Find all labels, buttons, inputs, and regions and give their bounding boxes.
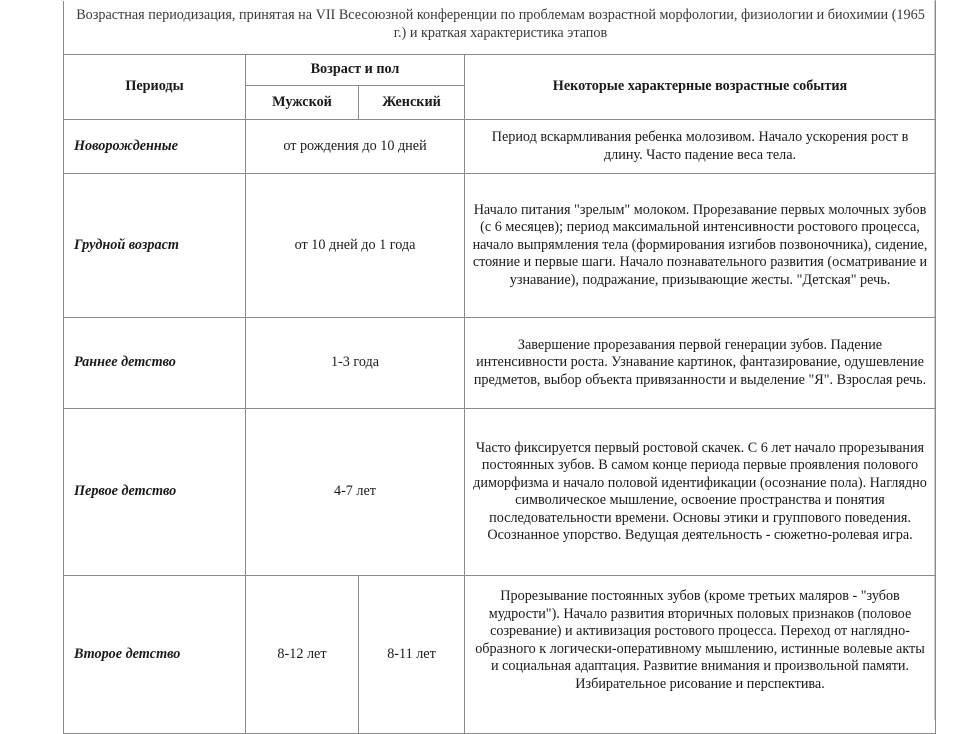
age-periodization-table bbox=[63, 0, 936, 734]
events-cell: Завершение прорезавания первой генерации зубов. Падение интенсивности роста. Узнавание картинок, фантазирование, одушевление предметов, выбор объекта привязанности и выделение "Я". Взрослая речь. bbox=[465, 318, 936, 409]
period-cell: Грудной возраст bbox=[64, 174, 246, 318]
events-cell: Начало питания "зрелым" молоком. Прорезавание первых молочных зубов (с 6 месяцев); период максимальной интенсивности ростового процесса, начало выпрямления тела (формирования изгибов позвоночника), сидение, стояние и первые шаги. Начало познавательного развития (осматривание и узнавание), подражание, призывающие жесты. "Детская" речь. bbox=[465, 174, 936, 318]
events-cell: Период вскармливания ребенка молозивом. Начало ускорения рост в длину. Часто падение веса тела. bbox=[465, 120, 936, 174]
header-male: Мужской bbox=[246, 86, 359, 120]
age-male-cell: 8-12 лет bbox=[246, 576, 359, 734]
events-cell: Прорезывание постоянных зубов (кроме третьих маляров - "зубов мудрости"). Начало развития вторичных половых признаков (половое созревание) и активизация ростового процесса. Переход от наглядно-образного к логически-оперативному мышлению, истинные волевые акты и социальная адаптация. Развитие внимания и произвольной памяти. Избирательное рисование и перспектива. bbox=[465, 576, 936, 734]
table-title: Возрастная периодизация, принятая на VII Всесоюзной конференции по проблемам возрастной морфологии, физиологии и биохимии (1965 г.) и краткая характеристика этапов bbox=[64, 1, 936, 55]
header-female: Женский bbox=[359, 86, 465, 120]
period-cell: Раннее детство bbox=[64, 318, 246, 409]
age-cell: от 10 дней до 1 года bbox=[246, 174, 465, 318]
period-cell: Первое детство bbox=[64, 409, 246, 576]
table-row bbox=[64, 576, 936, 734]
table-row bbox=[64, 120, 936, 174]
header-periods: Периоды bbox=[64, 55, 246, 120]
header-row-1 bbox=[64, 55, 936, 86]
age-cell: от рождения до 10 дней bbox=[246, 120, 465, 174]
table-row bbox=[64, 174, 936, 318]
header-events: Некоторые характерные возрастные события bbox=[465, 55, 936, 120]
age-female-cell: 8-11 лет bbox=[359, 576, 465, 734]
period-cell: Второе детство bbox=[64, 576, 246, 734]
table-row bbox=[64, 318, 936, 409]
header-age-sex: Возраст и пол bbox=[246, 55, 465, 86]
age-periodization-table-sheet bbox=[63, 0, 935, 696]
events-cell: Часто фиксируется первый ростовой скачек. С 6 лет начало прорезывания постоянных зубов. В самом конце периода первые проявления полового диморфизма и начало половой идентификации (осознание пола). Наглядно символическое мышление, освоение пространства и понятия последовательности времени. Основы этики и группового поведения. Осознанное упорство. Ведущая деятельность - сюжетно-ролевая игра. bbox=[465, 409, 936, 576]
period-cell: Новорожденные bbox=[64, 120, 246, 174]
table-row bbox=[64, 409, 936, 576]
age-cell: 1-3 года bbox=[246, 318, 465, 409]
table-title-row bbox=[64, 1, 936, 55]
age-cell: 4-7 лет bbox=[246, 409, 465, 576]
